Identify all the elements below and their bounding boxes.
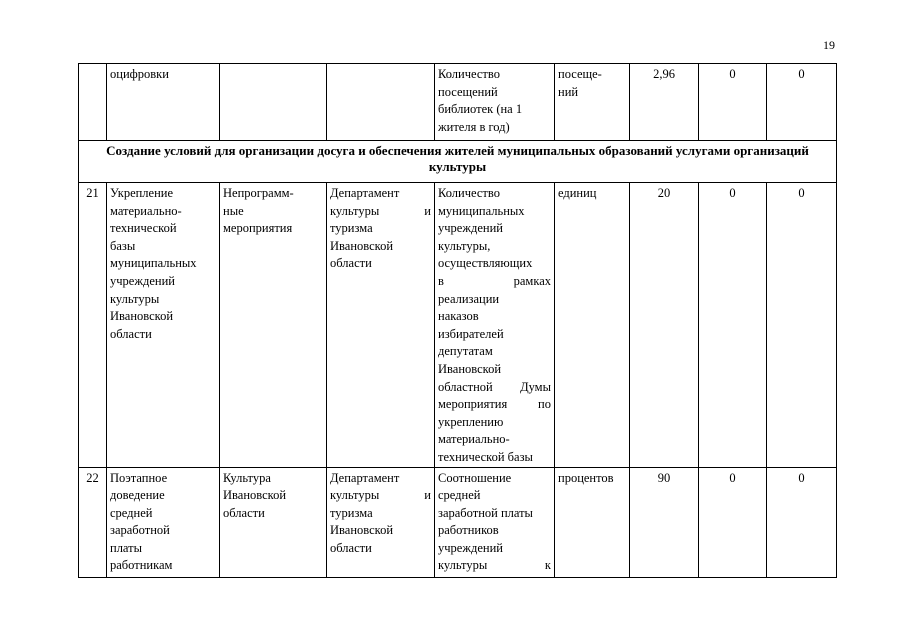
cell-text-line: процентов <box>558 470 614 485</box>
cell-text-line: Департамент <box>330 470 400 485</box>
cell-text-line: области <box>330 540 372 555</box>
cell-text-line: Ивановской <box>438 361 502 376</box>
cell-text-line: укреплению <box>438 414 504 429</box>
unit-cell <box>555 183 630 468</box>
event-name-cell <box>107 183 220 468</box>
executor-cell <box>327 183 435 468</box>
cell-text-line: заработной платы <box>438 505 533 520</box>
cell-text-line: Соотношение <box>438 470 512 485</box>
cell-text-line: туризма <box>330 221 373 236</box>
cell-text-line: Непрограмм- <box>223 186 294 200</box>
cell-text-line: Ивановской <box>330 238 394 253</box>
cell-text-line: мероприятия <box>223 221 293 236</box>
cell-text-line: Культура <box>223 470 271 485</box>
cell-text-line: культуры и <box>330 203 431 218</box>
program-cell <box>220 183 327 468</box>
value-cell-3: 0 <box>767 64 837 141</box>
cell-text-line: работникам <box>110 558 173 573</box>
cell-text-line: культуры, <box>438 238 491 253</box>
value-cell-3: 0 <box>767 467 837 577</box>
cell-text-line: библиотек (на 1 <box>438 102 523 117</box>
cell-text-line: ные <box>223 203 244 218</box>
cell-text-line: средней <box>110 505 153 520</box>
cell-text-line: депутатам <box>438 344 493 359</box>
cell-text-line: области <box>223 505 265 520</box>
cell-text-line: оцифровки <box>110 67 169 81</box>
cell-text-line: культуры к <box>438 558 551 573</box>
unit-cell <box>555 467 630 577</box>
cell-text-line: мероприятия по <box>438 397 551 412</box>
unit-cell <box>555 64 630 141</box>
cell-text-line: материально- <box>438 432 510 447</box>
cell-text-line: учреждений <box>438 221 503 236</box>
event-name-cell <box>107 467 220 577</box>
cell-text-line: Ивановской <box>330 523 394 538</box>
cell-text-line: единиц <box>558 186 597 200</box>
cell-text-line: технической <box>110 221 177 236</box>
cell-text-line: посеще- <box>558 67 602 81</box>
value-cell-2: 0 <box>699 64 767 141</box>
page-number: 19 <box>823 38 835 52</box>
table-row <box>79 467 837 577</box>
cell-text-line: культуры <box>110 291 160 306</box>
row-number-cell: 22 <box>79 467 107 577</box>
indicator-cell <box>435 64 555 141</box>
cell-text-line: области <box>330 256 372 271</box>
cell-text-line: Количество <box>438 186 500 200</box>
cell-text-line: базы <box>110 238 136 253</box>
value-cell-2: 0 <box>699 467 767 577</box>
row-number-cell: 21 <box>79 183 107 468</box>
cell-text-line: в рамках <box>438 273 551 288</box>
cell-text-line: работников <box>438 523 499 538</box>
cell-text-line: муниципальных <box>438 203 525 218</box>
value-cell-3: 0 <box>767 183 837 468</box>
cell-text-line: Поэтапное <box>110 470 168 485</box>
cell-text-line: учреждений <box>110 273 175 288</box>
event-name-cell <box>107 64 220 141</box>
cell-text-line: Ивановской <box>223 488 287 503</box>
indicator-cell <box>435 467 555 577</box>
value-cell-1: 20 <box>630 183 699 468</box>
cell-text-line: материально- <box>110 203 182 218</box>
cell-text-line: технической базы <box>438 449 533 464</box>
cell-text-line: заработной <box>110 523 170 538</box>
executor-cell <box>327 64 435 141</box>
cell-text-line: осуществляющих <box>438 256 533 271</box>
cell-text-line: жителя в год) <box>438 119 510 134</box>
table-row <box>79 183 837 468</box>
cell-text-line: Количество <box>438 67 500 81</box>
cell-text-line: области <box>110 326 152 341</box>
cell-text-line: реализации <box>438 291 500 306</box>
cell-text-line: муниципальных <box>110 256 197 271</box>
executor-cell <box>327 467 435 577</box>
indicator-cell <box>435 183 555 468</box>
row-number-cell <box>79 64 107 141</box>
value-cell-2: 0 <box>699 183 767 468</box>
section-heading-row <box>79 141 837 183</box>
cell-text-line: Укрепление <box>110 186 174 200</box>
cell-text-line: платы <box>110 540 143 555</box>
cell-text-line: учреждений <box>438 540 503 555</box>
cell-text-line: областной Думы <box>438 379 551 394</box>
cell-text-line: наказов <box>438 309 479 324</box>
cell-text-line: культуры и <box>330 488 431 503</box>
cell-text-line: Департамент <box>330 186 400 200</box>
table-row <box>79 64 837 141</box>
cell-text-line: доведение <box>110 488 165 503</box>
cell-text-line: средней <box>438 488 481 503</box>
cell-text-line: избирателей <box>438 326 504 341</box>
value-cell-1: 2,96 <box>630 64 699 141</box>
cell-text-line: посещений <box>438 84 498 99</box>
value-cell-1: 90 <box>630 467 699 577</box>
program-cell <box>220 64 327 141</box>
cell-text-line: ний <box>558 84 579 99</box>
section-heading: Создание условий для организации досуга и обеспечения жителей муниципальных образований услугами организаций культуры <box>79 141 837 183</box>
program-cell <box>220 467 327 577</box>
document-table <box>78 63 837 578</box>
cell-text-line: Ивановской <box>110 309 174 324</box>
cell-text-line: туризма <box>330 505 373 520</box>
